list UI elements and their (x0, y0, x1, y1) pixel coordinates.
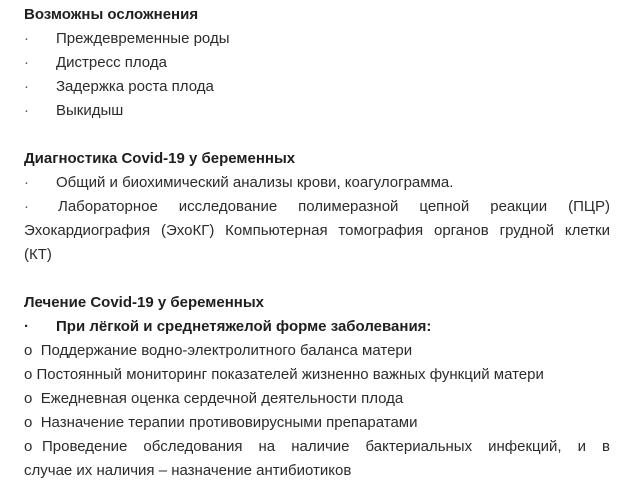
complication-item-text: Преждевременные роды (56, 30, 230, 47)
treatment-item (24, 411, 610, 435)
treatment-item-text: Ежедневная оценка сердечной деятельности плода (40, 390, 404, 407)
circle-marker-icon: o (24, 390, 33, 407)
bullet-icon: · (24, 54, 29, 71)
complication-item-text: Дистресс плода (56, 54, 167, 71)
treatment-item-text: Постоянный мониторинг показателей жизненно важных функций матери (36, 366, 544, 383)
diagnostics-item-line (24, 195, 610, 219)
treatment-heading: Лечение Covid-19 у беременных (24, 294, 264, 311)
treatment-item (24, 363, 610, 387)
diagnostics-item-line: Эхокардиография (ЭхоКГ) Компьютерная томография органов грудной клетки (24, 222, 610, 239)
section-gap (24, 267, 610, 291)
section-gap (24, 123, 610, 147)
document-body (24, 3, 610, 483)
diagnostics-item-line: (КТ) (24, 246, 52, 263)
treatment-item-text: Поддержание водно-электролитного баланса матери (40, 342, 413, 359)
treatment-item-text: Проведение обследования на наличие бактериальных инфекций, и в (42, 438, 610, 455)
complication-item (24, 75, 610, 99)
bullet-icon: · (24, 30, 29, 47)
diagnostics-heading: Диагностика Covid-19 у беременных (24, 150, 296, 167)
treatment-item (24, 339, 610, 363)
treatment-item-line: случае их наличия – назначение антибиотиков (24, 462, 352, 479)
complication-item (24, 51, 610, 75)
treatment-item-text: Назначение терапии противовирусными препаратами (40, 414, 418, 431)
circle-marker-icon: o (24, 366, 33, 383)
treatment-item-line (24, 435, 610, 459)
complication-item-text: Задержка роста плода (56, 78, 214, 95)
diagnostics-item (24, 171, 610, 195)
complication-item (24, 27, 610, 51)
complication-item-text: Выкидыш (56, 102, 124, 119)
bullet-icon: · (24, 102, 29, 119)
treatment-item (24, 435, 610, 483)
diagnostics-item-text: Общий и биохимический анализы крови, коагулограмма. (56, 174, 454, 191)
bullet-icon: · (24, 174, 29, 191)
diagnostics-item (24, 195, 610, 267)
complications-heading: Возможны осложнения (24, 6, 199, 23)
circle-marker-icon: o (24, 414, 33, 431)
bullet-icon: · (24, 78, 29, 95)
circle-marker-icon: o (24, 438, 33, 455)
diagnostics-item-text: Лабораторное исследование полимеразной цепной реакции (ПЦР) (58, 198, 610, 215)
treatment-item (24, 387, 610, 411)
bullet-icon: · (24, 198, 29, 215)
bullet-icon: · (24, 318, 29, 335)
treatment-subheading-text: При лёгкой и среднетяжелой форме заболевания: (56, 318, 432, 335)
complication-item (24, 99, 610, 123)
circle-marker-icon: o (24, 342, 33, 359)
treatment-subheading (24, 315, 610, 339)
